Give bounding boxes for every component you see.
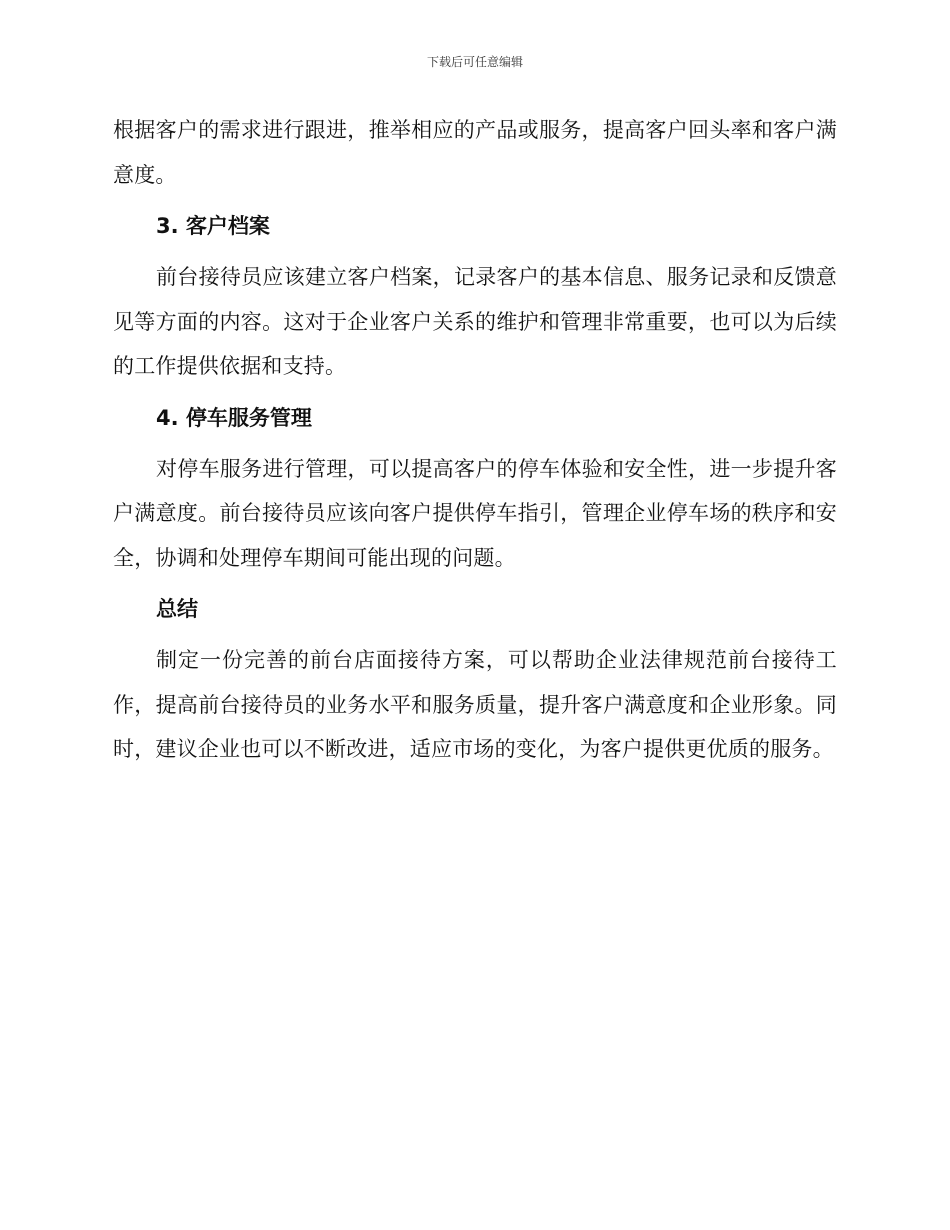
- header-note: 下载后可任意编辑: [426, 55, 523, 69]
- intro-paragraph: 根据客户的需求进行跟进，推举相应的产品或服务，提高客户回头率和客户满意度。: [113, 118, 837, 187]
- summary-heading: 总结: [156, 597, 198, 621]
- summary-paragraph: 制定一份完善的前台店面接待方案，可以帮助企业法律规范前台接待工作，提高前台接待员的业务水平和服务质量，提升客户满意度和企业形象。同时，建议企业也可以不断改进，适应市场的变化，为客户提供更优质的服务。: [113, 648, 837, 761]
- section-3-paragraph: 前台接待员应该建立客户档案，记录客户的基本信息、服务记录和反馈意见等方面的内容。这对于企业客户关系的维护和管理非常重要，也可以为后续的工作提供依据和支持。: [113, 265, 837, 378]
- document-body: [113, 108, 837, 772]
- section-3-heading: 3. 客户档案: [156, 214, 270, 238]
- section-4-paragraph: 对停车服务进行管理，可以提高客户的停车体验和安全性，进一步提升客户满意度。前台接待员应该向客户提供停车指引，管理企业停车场的秩序和安全，协调和处理停车期间可能出现的问题。: [113, 456, 837, 570]
- section-4-heading: 4. 停车服务管理: [156, 405, 312, 430]
